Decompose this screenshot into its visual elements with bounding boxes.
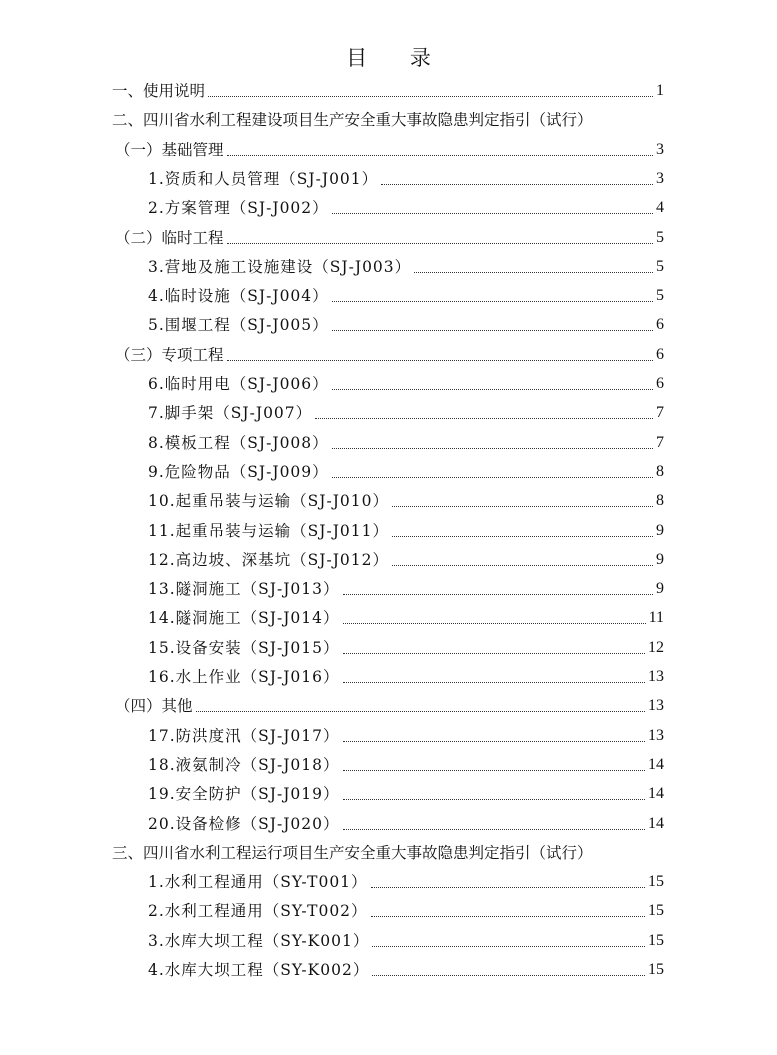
- dot-leader: [343, 799, 645, 800]
- toc-entry-page-number: 15: [648, 961, 664, 978]
- toc-entry-label: 20.设备检修（SJ-J020）: [148, 814, 340, 833]
- toc-entry-page-number: 3: [656, 169, 664, 187]
- toc-entry-label: 19.安全防护（SJ-J019）: [148, 785, 340, 804]
- dot-leader: [332, 213, 653, 214]
- toc-entry-page-number: 12: [648, 638, 664, 656]
- dot-leader: [343, 770, 645, 771]
- toc-entry-label: 2.方案管理（SJ-J002）: [148, 199, 329, 218]
- toc-entry[interactable]: [148, 517, 664, 541]
- toc-entry-page-number: 15: [648, 873, 664, 891]
- toc-entry-page-number: 14: [648, 785, 664, 803]
- toc-entry-label: 2.水利工程通用（SY-T002）: [148, 902, 368, 921]
- toc-entry-page-number: 14: [648, 755, 664, 773]
- toc-entry-page-number: 13: [648, 697, 664, 715]
- dot-leader: [315, 418, 653, 419]
- toc-entry-label: 3.营地及施工设施建设（SJ-J003）: [148, 257, 412, 276]
- dot-leader: [371, 916, 645, 917]
- toc-entry[interactable]: [148, 780, 664, 804]
- toc-entry-page-number: 7: [656, 433, 664, 451]
- toc-entry[interactable]: [148, 165, 664, 189]
- toc-entry[interactable]: [148, 956, 664, 980]
- toc-entry[interactable]: [148, 868, 664, 892]
- toc-entry-label: 一、使用说明: [112, 82, 206, 100]
- dot-leader: [332, 448, 653, 449]
- dot-leader: [343, 829, 645, 830]
- toc-entry-label: 10.起重吊装与运输（SJ-J010）: [148, 492, 390, 511]
- toc-entry-page-number: 15: [648, 931, 664, 949]
- toc-entry[interactable]: [148, 810, 664, 834]
- toc-entry-page-number: 5: [656, 228, 664, 246]
- toc-entry-page-number: 15: [648, 902, 664, 920]
- toc-entry-label: 13.隧洞施工（SJ-J013）: [148, 580, 340, 599]
- toc-entry[interactable]: [148, 253, 664, 277]
- toc-entry-label: 4.临时设施（SJ-J004）: [148, 287, 329, 306]
- dot-leader: [392, 536, 653, 537]
- dot-leader: [196, 711, 645, 712]
- toc-entry-label: 12.高边坡、深基坑（SJ-J012）: [148, 550, 390, 569]
- toc-entry[interactable]: [148, 604, 664, 628]
- toc-entry-label: （四）其他: [115, 697, 193, 716]
- page-title: 目 录: [346, 46, 449, 70]
- toc-entry[interactable]: [148, 311, 664, 335]
- dot-leader: [343, 594, 653, 595]
- dot-leader: [332, 477, 653, 478]
- toc-entry[interactable]: [112, 106, 664, 130]
- toc-entry-label: 15.设备安装（SJ-J015）: [148, 638, 340, 657]
- toc-entry-page-number: 6: [656, 375, 664, 392]
- dot-leader: [392, 506, 653, 507]
- dot-leader: [392, 565, 653, 566]
- toc-entry[interactable]: [148, 927, 664, 951]
- toc-entry[interactable]: [112, 77, 664, 101]
- dot-leader: [381, 184, 653, 185]
- toc-entry-label: 1.水利工程通用（SY-T001）: [148, 873, 368, 892]
- toc-entry[interactable]: [148, 487, 664, 511]
- dot-leader: [371, 887, 645, 888]
- dot-leader: [208, 96, 653, 97]
- toc-entry[interactable]: [112, 839, 664, 863]
- toc-entry-label: （二）临时工程: [115, 228, 224, 247]
- toc-entry-label: （一）基础管理: [115, 140, 224, 159]
- dot-leader: [343, 682, 645, 683]
- toc-entry[interactable]: [115, 341, 664, 365]
- toc-entry[interactable]: [148, 663, 664, 687]
- toc-entry-label: 8.模板工程（SJ-J008）: [148, 433, 329, 452]
- toc-entry[interactable]: [148, 282, 664, 306]
- toc-entry[interactable]: [148, 399, 664, 423]
- toc-entry-page-number: 5: [656, 287, 664, 305]
- toc-entry-label: 9.危险物品（SJ-J009）: [148, 462, 329, 481]
- toc-entry-label: 4.水库大坝工程（SY-K002）: [148, 961, 370, 979]
- toc-entry-page-number: 9: [656, 580, 664, 598]
- toc-entry[interactable]: [148, 194, 664, 218]
- toc-entry[interactable]: [148, 429, 664, 453]
- toc-entry-label: 3.水库大坝工程（SY-K001）: [148, 931, 370, 950]
- toc-entry[interactable]: [148, 575, 664, 599]
- toc-entry-label: 5.围堰工程（SJ-J005）: [148, 316, 329, 335]
- dot-leader: [332, 330, 653, 331]
- toc-entry[interactable]: [148, 458, 664, 482]
- toc-entry-page-number: 13: [648, 726, 664, 744]
- toc-entry[interactable]: [148, 722, 664, 746]
- toc-entry-label: （三）专项工程: [115, 345, 224, 364]
- dot-leader: [343, 623, 646, 624]
- toc-entry-page-number: 7: [656, 404, 664, 422]
- toc-entry-page-number: 9: [656, 550, 664, 568]
- toc-entry-page-number: 6: [656, 316, 664, 334]
- toc-entry-label: 二、四川省水利工程建设项目生产安全重大事故隐患判定指引（试行）: [112, 111, 593, 130]
- dot-leader: [372, 946, 645, 947]
- toc-entry-page-number: 14: [648, 814, 664, 832]
- toc-entry[interactable]: [148, 634, 664, 658]
- toc-entry-label: 6.临时用电（SJ-J006）: [148, 375, 329, 393]
- toc-entry-page-number: 8: [656, 462, 664, 480]
- toc-entry[interactable]: [148, 897, 664, 921]
- toc-entry-page-number: 3: [656, 140, 664, 158]
- toc-entry-label: 17.防洪度汛（SJ-J017）: [148, 726, 340, 745]
- dot-leader: [332, 389, 653, 390]
- toc-entry[interactable]: [148, 751, 664, 775]
- toc-entry-label: 7.脚手架（SJ-J007）: [148, 404, 313, 423]
- toc-entry-page-number: 9: [656, 521, 664, 539]
- toc-entry-label: 16.水上作业（SJ-J016）: [148, 668, 340, 686]
- toc-entry[interactable]: [115, 136, 664, 160]
- toc-entry-label: 14.隧洞施工（SJ-J014）: [148, 609, 340, 628]
- toc-entry-page-number: 4: [656, 199, 664, 217]
- dot-leader: [343, 653, 645, 654]
- toc-entry-page-number: 13: [648, 668, 664, 685]
- toc-entry-label: 11.起重吊装与运输（SJ-J011）: [148, 521, 390, 540]
- toc-entry[interactable]: [148, 370, 664, 394]
- toc-entry-page-number: 11: [648, 609, 664, 627]
- toc-entry[interactable]: [148, 546, 664, 570]
- dot-leader: [227, 155, 653, 156]
- dot-leader: [414, 272, 653, 273]
- toc-entry[interactable]: [115, 692, 664, 716]
- toc-entry-label: 1.资质和人员管理（SJ-J001）: [148, 169, 379, 188]
- toc-entry[interactable]: [115, 224, 664, 248]
- toc-entry-label: 18.液氨制冷（SJ-J018）: [148, 755, 340, 774]
- toc-entry-page-number: 1: [656, 82, 664, 99]
- toc-entry-page-number: 5: [656, 257, 664, 275]
- dot-leader: [332, 301, 653, 302]
- dot-leader: [227, 243, 653, 244]
- dot-leader: [227, 360, 653, 361]
- dot-leader: [372, 975, 645, 976]
- toc-entry-page-number: 8: [656, 492, 664, 510]
- toc-entry-label: 三、四川省水利工程运行项目生产安全重大事故隐患判定指引（试行）: [112, 843, 593, 862]
- dot-leader: [343, 741, 645, 742]
- toc-entry-page-number: 6: [656, 345, 664, 363]
